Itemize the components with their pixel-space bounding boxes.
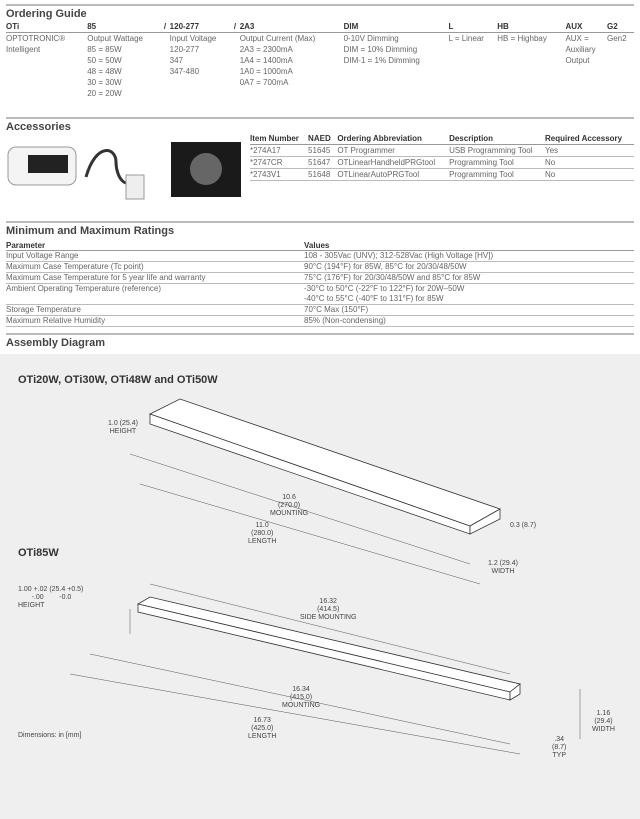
og-header: HB bbox=[497, 22, 565, 33]
m1-tab-label: 0.3 (8.7) bbox=[510, 522, 537, 529]
acc-cell: *274A17 bbox=[250, 145, 308, 157]
ratings-cell: 85% (Non-condensing) bbox=[304, 316, 634, 327]
dimensions-note: Dimensions: in [mm] bbox=[18, 732, 82, 739]
og-value: 0A7 = 700mA bbox=[239, 78, 289, 87]
og-column bbox=[565, 33, 607, 100]
og-column bbox=[497, 33, 565, 100]
acc-header: Ordering Abbreviation bbox=[337, 134, 449, 145]
og-header: DIM bbox=[344, 22, 449, 33]
model1-title: OTi20W, OTi30W, OTi48W and OTi50W bbox=[18, 374, 218, 386]
accessories-table bbox=[250, 134, 634, 181]
og-value: Auxiliary bbox=[565, 45, 596, 54]
m2-side-mounting-label: 16.32 (414.5) SIDE MOUNTING bbox=[300, 598, 357, 621]
ratings-cell: Ambient Operating Temperature (reference) bbox=[6, 284, 162, 293]
table-row bbox=[6, 273, 634, 284]
acc-cell: No bbox=[545, 169, 634, 181]
m2-length-label: 16.73 (425.0) LENGTH bbox=[248, 717, 277, 740]
og-value: L = Linear bbox=[448, 34, 484, 43]
accessory-product-images bbox=[6, 137, 246, 202]
og-header: OTi bbox=[6, 22, 87, 33]
m1-mounting-label: 10.6 (270.0) MOUNTING bbox=[270, 494, 309, 517]
og-value: Input Voltage bbox=[169, 34, 217, 43]
og-value: 1A4 = 1400mA bbox=[239, 56, 293, 65]
acc-cell: OT Programmer bbox=[337, 145, 449, 157]
ratings-header: Parameter bbox=[6, 241, 304, 251]
og-column bbox=[240, 33, 344, 100]
model2-title: OTi85W bbox=[18, 547, 59, 559]
og-value: AUX = bbox=[565, 34, 589, 43]
divider bbox=[6, 221, 634, 223]
ratings-cell: 90°C (194°F) for 85W, 85°C for 20/30/48/50W bbox=[304, 262, 634, 273]
table-row bbox=[250, 145, 634, 157]
og-column bbox=[607, 33, 634, 100]
table-row bbox=[6, 294, 634, 305]
og-value: 347-480 bbox=[169, 67, 200, 76]
og-value: 85 = 85W bbox=[87, 45, 122, 54]
og-value: OPTOTRONIC® bbox=[6, 34, 66, 43]
ratings-cell bbox=[6, 294, 304, 305]
og-column bbox=[87, 33, 164, 100]
acc-cell: No bbox=[545, 157, 634, 169]
ratings-cell: Maximum Relative Humidity bbox=[6, 316, 304, 327]
assembly-title: Assembly Diagram bbox=[6, 337, 106, 349]
acc-cell: *2747CR bbox=[250, 157, 308, 169]
acc-cell: 51645 bbox=[308, 145, 337, 157]
og-value: 120-277 bbox=[169, 45, 200, 54]
og-value: Gen2 bbox=[607, 34, 627, 43]
ratings-cell: -30°C to 50°C (-22°F to 122°F) for 20W–50W bbox=[304, 284, 465, 293]
table-row bbox=[6, 316, 634, 327]
m1-length-label: 11.0 (280.0) LENGTH bbox=[248, 522, 277, 545]
ratings-cell: -40°C to 55°C (-40°F to 131°F) for 85W bbox=[304, 294, 634, 305]
acc-cell: Programming Tool bbox=[449, 169, 545, 181]
acc-cell: 51647 bbox=[308, 157, 337, 169]
og-header: 120-277 bbox=[170, 22, 234, 33]
og-value: HB = Highbay bbox=[497, 34, 547, 43]
acc-cell: Programming Tool bbox=[449, 157, 545, 169]
og-header: 85 bbox=[87, 22, 164, 33]
divider bbox=[6, 333, 634, 335]
og-value: DIM = 10% Dimming bbox=[343, 45, 418, 54]
table-row bbox=[6, 305, 634, 316]
table-row bbox=[6, 251, 634, 262]
m2-height-label: 1.00 +.02 (25.4 +0.5) -.00 -0.0 HEIGHT bbox=[18, 586, 84, 609]
accessories-title: Accessories bbox=[6, 121, 71, 133]
ratings-cell: 75°C (176°F) for 20/30/48/50W and 85°C for 85W bbox=[304, 273, 634, 284]
m1-width-label: 1.2 (29.4) WIDTH bbox=[488, 560, 518, 575]
acc-cell: Yes bbox=[545, 145, 634, 157]
acc-header: NAED bbox=[308, 134, 337, 145]
ratings-table bbox=[6, 241, 634, 327]
table-row bbox=[6, 284, 634, 295]
acc-cell: OTLinearHandheldPRGtool bbox=[337, 157, 449, 169]
m1-height-label: 1.0 (25.4) HEIGHT bbox=[108, 420, 138, 435]
ordering-guide-table bbox=[6, 22, 634, 99]
m2-tab-label: .34 (8.7) TYP bbox=[552, 736, 567, 759]
ratings-cell: Maximum Case Temperature (Tc point) bbox=[6, 262, 304, 273]
acc-cell: OTLinearAutoPRGTool bbox=[337, 169, 449, 181]
og-value: 48 = 48W bbox=[87, 67, 122, 76]
driver-drawings bbox=[0, 354, 640, 819]
table-row bbox=[6, 262, 634, 273]
divider bbox=[6, 117, 634, 119]
og-value: 347 bbox=[169, 56, 184, 65]
og-value: 1A0 = 1000mA bbox=[239, 67, 293, 76]
og-column bbox=[6, 33, 87, 100]
og-value: 30 = 30W bbox=[87, 78, 122, 87]
og-value: 0-10V Dimming bbox=[343, 34, 399, 43]
og-value: DIM-1 = 1% Dimming bbox=[343, 56, 420, 65]
assembly-diagram bbox=[0, 354, 640, 819]
og-value: Output bbox=[565, 56, 590, 65]
og-value: 2A3 = 2300mA bbox=[239, 45, 293, 54]
og-header: / bbox=[164, 22, 170, 33]
acc-cell: 51648 bbox=[308, 169, 337, 181]
og-column bbox=[344, 33, 449, 100]
acc-header: Required Accessory bbox=[545, 134, 634, 145]
og-header: 2A3 bbox=[240, 22, 344, 33]
ratings-cell: 108 - 305Vac (UNV); 312-528Vac (High Voltage [HV]) bbox=[304, 251, 634, 262]
m2-mounting-label: 16.34 (415.0) MOUNTING bbox=[282, 686, 321, 709]
ratings-cell: Storage Temperature bbox=[6, 305, 304, 316]
acc-header: Item Number bbox=[250, 134, 308, 145]
og-value: Output Wattage bbox=[87, 34, 143, 43]
ratings-header: Values bbox=[304, 241, 634, 251]
og-value: 50 = 50W bbox=[87, 56, 122, 65]
acc-header: Description bbox=[449, 134, 545, 145]
og-value: Output Current (Max) bbox=[239, 34, 316, 43]
og-column bbox=[170, 33, 234, 100]
divider bbox=[6, 4, 634, 6]
ratings-cell: Input Voltage Range bbox=[6, 251, 304, 262]
ratings-title: Minimum and Maximum Ratings bbox=[6, 225, 175, 237]
og-header: / bbox=[234, 22, 240, 33]
table-row bbox=[250, 157, 634, 169]
ratings-cell: Maximum Case Temperature for 5 year life and warranty bbox=[6, 273, 304, 284]
ratings-cell: 70°C Max (150°F) bbox=[304, 305, 634, 316]
og-header: L bbox=[448, 22, 497, 33]
acc-cell: *2743V1 bbox=[250, 169, 308, 181]
ordering-guide-title: Ordering Guide bbox=[6, 8, 87, 20]
og-header: G2 bbox=[607, 22, 634, 33]
m2-width-label: 1.16 (29.4) WIDTH bbox=[592, 710, 615, 733]
og-value: Intelligent bbox=[6, 45, 41, 54]
og-value: 20 = 20W bbox=[87, 89, 122, 98]
og-header: AUX bbox=[565, 22, 607, 33]
acc-cell: USB Programming Tool bbox=[449, 145, 545, 157]
og-column bbox=[448, 33, 497, 100]
table-row bbox=[250, 169, 634, 181]
